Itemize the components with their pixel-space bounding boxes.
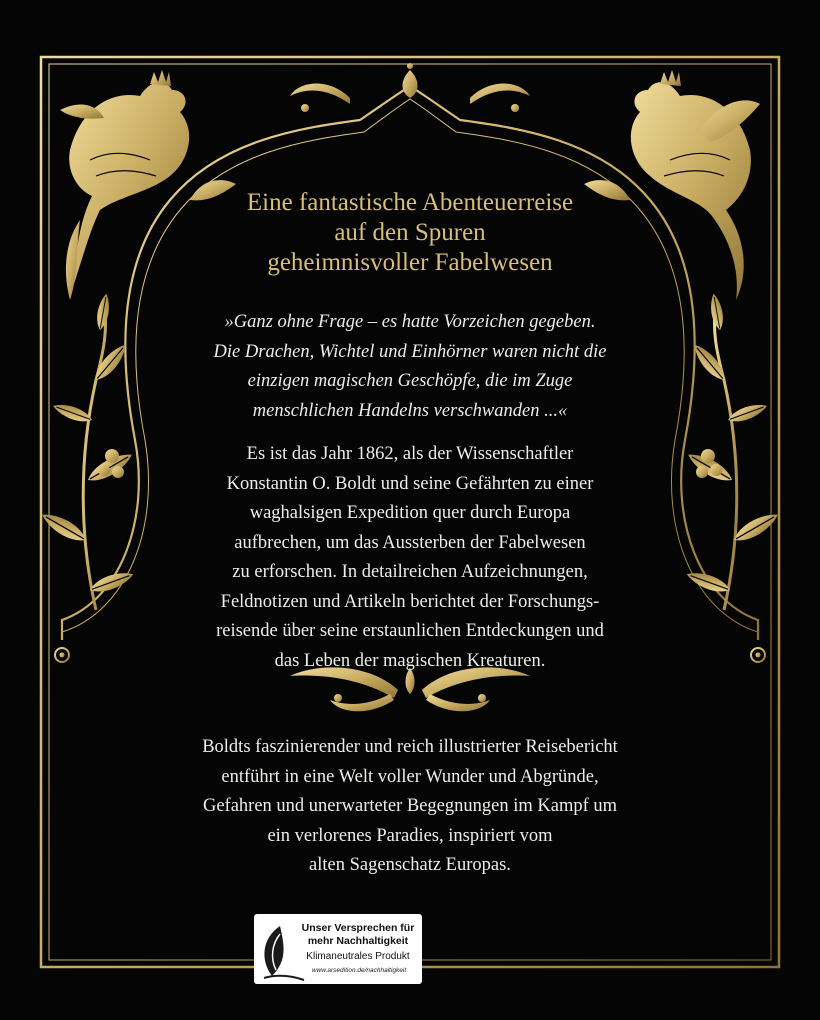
quote-paragraph	[0, 308, 820, 426]
description-line: waghalsigen Expedition quer durch Europa	[249, 503, 571, 523]
description-line: Konstantin O. Boldt und seine Gefährten zu einer	[226, 473, 594, 494]
description-paragraph	[0, 440, 820, 676]
top-finial	[290, 63, 530, 112]
description-line: zu erforschen. In detailreichen Aufzeichnungen,	[232, 562, 588, 582]
badge-title	[298, 922, 418, 948]
description-line: reisende über seine erstaunlichen Entdeckungen und	[216, 621, 604, 641]
headline-line: geheimnisvoller Fabelwesen	[267, 249, 553, 276]
summary-line: entführt in eine Welt voller Wunder und Abgründe,	[221, 766, 599, 787]
badge-title-line: Unser Versprechen für	[301, 922, 415, 934]
badge-url: www.arsedition.de/nachhaltigkeit	[311, 967, 407, 974]
headline-line: auf den Spuren	[334, 219, 486, 246]
sustainability-badge	[254, 914, 422, 984]
summary-paragraph	[0, 733, 820, 881]
headline-line: Eine fantastische Abenteuerreise	[246, 189, 574, 216]
quote-line: einzigen magischen Geschöpfe, die im Zuge	[247, 371, 573, 391]
quote-line: Die Drachen, Wichtel und Einhörner waren nicht die	[213, 341, 607, 362]
summary-line: ein verlorenes Paradies, inspiriert vom	[267, 825, 553, 846]
quote-line: »Ganz ohne Frage – es hatte Vorzeichen gegeben.	[224, 312, 596, 332]
headline	[0, 188, 820, 278]
description-line: aufbrechen, um das Aussterben der Fabelwesen	[234, 532, 586, 553]
badge-title-line: mehr Nachhaltigkeit	[307, 935, 409, 947]
description-line: Feldnotizen und Artikeln berichtet der Forschungs-	[220, 591, 600, 612]
quote-line: menschlichen Handelns verschwanden ...«	[252, 400, 568, 421]
summary-line: Gefahren und unerwarteter Begegnungen im Kampf um	[202, 796, 618, 816]
description-line: das Leben der magischen Kreaturen.	[274, 650, 546, 671]
summary-line: Boldts faszinierender und reich illustrierter Reisebericht	[202, 737, 618, 757]
summary-line: alten Sagenschatz Europas.	[309, 855, 511, 875]
badge-subtitle: Klimaneutrales Produkt	[306, 951, 410, 962]
description-line: Es ist das Jahr 1862, als der Wissenschaftler	[246, 444, 574, 464]
